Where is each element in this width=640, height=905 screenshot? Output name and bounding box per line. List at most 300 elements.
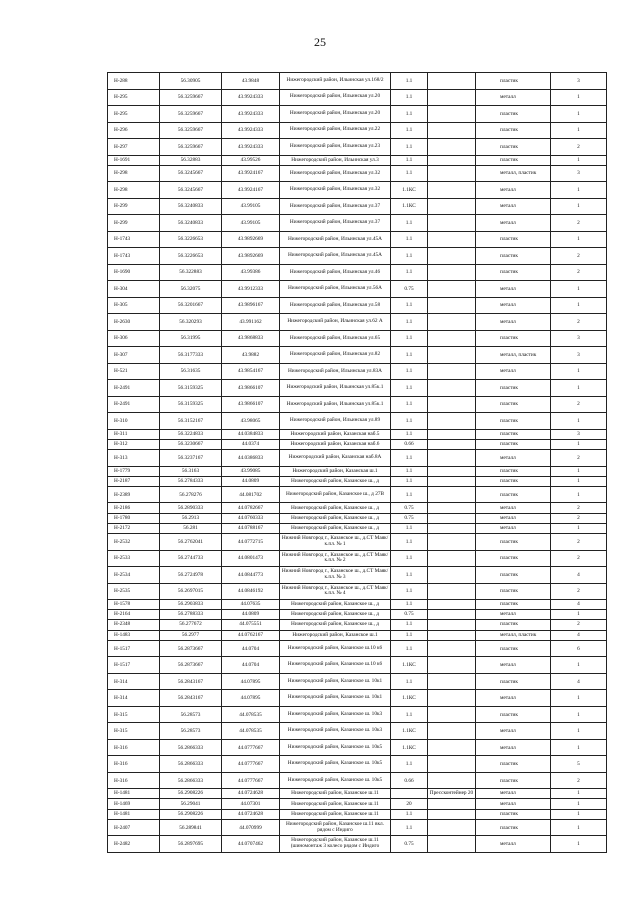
latitude-cell: 56.3245667: [160, 182, 222, 199]
container-type-cell: [428, 347, 476, 364]
container-count-cell: 2: [551, 772, 607, 789]
longitude-cell: 43.9924333: [222, 106, 280, 123]
address-cell: Нижний Новгород г., Казанское ш., д.СТ Маяк/к.пл. № 3: [280, 567, 391, 584]
container-volume-cell: 1.1: [391, 155, 428, 165]
longitude-cell: 43.9854167: [222, 363, 280, 380]
container-type-cell: [428, 165, 476, 182]
address-cell: Нижегородский район, Казанское ш. 10к5: [280, 756, 391, 773]
material-cell: пластик: [476, 264, 551, 281]
table-row: [108, 673, 607, 690]
address-cell: Нижегородский район, Ильинская ул.89: [280, 413, 391, 430]
container-type-cell: [428, 281, 476, 298]
address-cell: Нижегородский район, Казанская наб.5: [280, 429, 391, 439]
address-cell: Нижегородский район, Ильинская ул.45А: [280, 248, 391, 265]
material-cell: металл: [476, 523, 551, 533]
latitude-cell: 56.2908226: [160, 809, 222, 819]
latitude-cell: 56.2977: [160, 630, 222, 640]
address-cell: Нижегородский район, Казанское ш. 10к1: [280, 673, 391, 690]
container-type-cell: [428, 567, 476, 584]
site-id-cell: Н-310: [108, 413, 160, 430]
container-count-cell: 2: [551, 264, 607, 281]
address-cell: Нижегородский район, Казанское ш., д: [280, 513, 391, 523]
longitude-cell: 43.9866107: [222, 396, 280, 413]
material-cell: пластик: [476, 706, 551, 723]
container-count-cell: 1: [551, 799, 607, 809]
container-volume-cell: 1.1: [391, 706, 428, 723]
latitude-cell: 56.3230667: [160, 439, 222, 449]
material-cell: пластик: [476, 380, 551, 397]
latitude-cell: 56.3177333: [160, 347, 222, 364]
site-id-cell: Н-2172: [108, 523, 160, 533]
longitude-cell: 44.0384833: [222, 429, 280, 439]
table-row: [108, 723, 607, 740]
site-id-cell: Н-298: [108, 182, 160, 199]
table-row: [108, 550, 607, 567]
container-volume-cell: 1.1: [391, 264, 428, 281]
container-volume-cell: 1.1: [391, 476, 428, 486]
table-row: [108, 486, 607, 503]
table-row: [108, 439, 607, 449]
table-row: [108, 73, 607, 90]
site-id-cell: Н-314: [108, 690, 160, 707]
latitude-cell: 56.2762041: [160, 534, 222, 551]
material-cell: пластик: [476, 640, 551, 657]
table-row: [108, 106, 607, 123]
longitude-cell: 44.0760333: [222, 513, 280, 523]
container-volume-cell: 1.1: [391, 523, 428, 533]
table-row: [108, 809, 607, 819]
longitude-cell: 44.0374: [222, 439, 280, 449]
container-volume-cell: 0.75: [391, 281, 428, 298]
table-row: [108, 513, 607, 523]
site-id-cell: Н-2348: [108, 620, 160, 630]
address-cell: Нижегородский район, Ильинская ул.85к.1: [280, 380, 391, 397]
site-id-cell: Н-2532: [108, 534, 160, 551]
latitude-cell: 56.278276: [160, 486, 222, 503]
site-id-cell: Н-297: [108, 139, 160, 156]
latitude-cell: 56.3159325: [160, 396, 222, 413]
longitude-cell: 44.07301: [222, 799, 280, 809]
container-count-cell: 2: [551, 248, 607, 265]
container-volume-cell: 1.1: [391, 122, 428, 139]
latitude-cell: 56.2866333: [160, 756, 222, 773]
container-type-cell: [428, 396, 476, 413]
latitude-cell: 56.2843167: [160, 690, 222, 707]
container-type-cell: [428, 363, 476, 380]
material-cell: металл: [476, 450, 551, 467]
site-id-cell: Н-2630: [108, 314, 160, 331]
material-cell: пластик: [476, 809, 551, 819]
address-cell: Нижегородский район, Казанское ш. 10к5: [280, 772, 391, 789]
container-volume-cell: 1.1КС: [391, 198, 428, 215]
address-cell: Нижегородский район, Казанская наб.6: [280, 439, 391, 449]
container-count-cell: 1: [551, 819, 607, 836]
container-type-cell: [428, 155, 476, 165]
material-cell: пластик: [476, 756, 551, 773]
site-id-cell: Н-305: [108, 297, 160, 314]
container-type-cell: [428, 706, 476, 723]
table-row: [108, 264, 607, 281]
site-id-cell: Н-1743: [108, 248, 160, 265]
material-cell: пластик: [476, 534, 551, 551]
site-id-cell: Н-316: [108, 772, 160, 789]
container-type-cell: [428, 534, 476, 551]
site-id-cell: Н-295: [108, 106, 160, 123]
material-cell: пластик: [476, 122, 551, 139]
latitude-cell: 56.3226653: [160, 248, 222, 265]
site-id-cell: Н-1481: [108, 809, 160, 819]
latitude-cell: 56.2788333: [160, 610, 222, 620]
table-row: [108, 600, 607, 610]
material-cell: пластик: [476, 429, 551, 439]
latitude-cell: 56.31635: [160, 363, 222, 380]
table-row: [108, 139, 607, 156]
site-id-cell: Н-298: [108, 165, 160, 182]
container-volume-cell: 1.1: [391, 314, 428, 331]
address-cell: Нижегородский район, Казанское ш., д: [280, 610, 391, 620]
address-cell: Нижегородский район, Ильинская ул.85к.1: [280, 396, 391, 413]
container-volume-cell: 0.75: [391, 503, 428, 513]
latitude-cell: 56.32883: [160, 155, 222, 165]
table-row: [108, 314, 607, 331]
address-cell: Нижегородский район, Казанское ш. 10к3: [280, 723, 391, 740]
container-count-cell: 1: [551, 363, 607, 380]
container-volume-cell: 1.1: [391, 534, 428, 551]
address-cell: Нижегородский район, Казанская наб.8А: [280, 450, 391, 467]
site-id-cell: Н-2534: [108, 567, 160, 584]
site-id-cell: Н-316: [108, 739, 160, 756]
container-count-cell: 2: [551, 215, 607, 232]
container-type-cell: [428, 690, 476, 707]
table-row: [108, 503, 607, 513]
longitude-cell: 44.0707462: [222, 836, 280, 853]
latitude-cell: 56.2866333: [160, 739, 222, 756]
container-type-cell: [428, 314, 476, 331]
longitude-cell: 44.0782667: [222, 503, 280, 513]
material-cell: пластик: [476, 248, 551, 265]
container-count-cell: 1: [551, 523, 607, 533]
container-volume-cell: 1.1: [391, 73, 428, 90]
container-volume-cell: 1.1КС: [391, 739, 428, 756]
address-cell: Нижегородский район, Ильинская ул.58: [280, 297, 391, 314]
material-cell: пластик: [476, 550, 551, 567]
site-id-cell: Н-1517: [108, 657, 160, 674]
material-cell: пластик: [476, 567, 551, 584]
longitude-cell: 43.99105: [222, 215, 280, 232]
container-count-cell: 2: [551, 314, 607, 331]
latitude-cell: 56.30905: [160, 73, 222, 90]
latitude-cell: 56.3159325: [160, 380, 222, 397]
table-row: [108, 182, 607, 199]
latitude-cell: 56.2873667: [160, 657, 222, 674]
container-volume-cell: 1.1: [391, 106, 428, 123]
table-row: [108, 89, 607, 106]
longitude-cell: 44.0809: [222, 610, 280, 620]
material-cell: пластик: [476, 476, 551, 486]
site-id-cell: Н-1779: [108, 466, 160, 476]
material-cell: металл, пластик: [476, 347, 551, 364]
container-type-cell: [428, 248, 476, 265]
address-cell: Нижегородский район, Ильинская ул.168/2: [280, 73, 391, 90]
material-cell: металл, пластик: [476, 630, 551, 640]
longitude-cell: 44.075551: [222, 620, 280, 630]
address-cell: Нижегородский район, Казанская ш.1: [280, 466, 391, 476]
container-volume-cell: 1.1: [391, 450, 428, 467]
container-count-cell: 1: [551, 89, 607, 106]
container-count-cell: 2: [551, 620, 607, 630]
latitude-cell: 56.28573: [160, 723, 222, 740]
site-id-cell: Н-2533: [108, 550, 160, 567]
site-id-cell: Н-1691: [108, 155, 160, 165]
container-count-cell: 2: [551, 583, 607, 600]
table-row: [108, 772, 607, 789]
site-id-cell: Н-2407: [108, 819, 160, 836]
longitude-cell: 43.9892669: [222, 231, 280, 248]
site-id-cell: Н-1469: [108, 799, 160, 809]
table-row: [108, 640, 607, 657]
container-type-cell: [428, 297, 476, 314]
table-row: [108, 799, 607, 809]
longitude-cell: 43.9924167: [222, 182, 280, 199]
container-type-cell: [428, 809, 476, 819]
container-volume-cell: 1.1: [391, 620, 428, 630]
container-count-cell: 1: [551, 182, 607, 199]
material-cell: пластик: [476, 600, 551, 610]
material-cell: пластик: [476, 819, 551, 836]
latitude-cell: 56.3259667: [160, 89, 222, 106]
container-volume-cell: 20: [391, 799, 428, 809]
container-type-cell: Прессконтейнер 20: [428, 789, 476, 799]
address-cell: Нижегородский район, Казанское ш., д: [280, 523, 391, 533]
container-count-cell: 1: [551, 836, 607, 853]
longitude-cell: 44.0762167: [222, 630, 280, 640]
container-volume-cell: 1.1: [391, 819, 428, 836]
longitude-cell: 44.0809: [222, 476, 280, 486]
container-count-cell: 1: [551, 466, 607, 476]
latitude-cell: 56.3240833: [160, 198, 222, 215]
address-cell: Нижегородский район, Казанское ш., д: [280, 600, 391, 610]
latitude-cell: 56.3237167: [160, 450, 222, 467]
table-row: [108, 122, 607, 139]
container-type-cell: [428, 583, 476, 600]
address-cell: Нижегородский район, Ильинская ул.3: [280, 155, 391, 165]
table-row: [108, 739, 607, 756]
table-row: [108, 620, 607, 630]
address-cell: Нижегородский район, Ильинская ул.45А: [280, 231, 391, 248]
table-row: [108, 330, 607, 347]
material-cell: металл: [476, 799, 551, 809]
container-count-cell: 2: [551, 550, 607, 567]
material-cell: пластик: [476, 439, 551, 449]
longitude-cell: 44.0777667: [222, 772, 280, 789]
longitude-cell: 44.0724628: [222, 809, 280, 819]
latitude-cell: 56.2784333: [160, 476, 222, 486]
container-count-cell: 1: [551, 439, 607, 449]
material-cell: металл: [476, 513, 551, 523]
container-type-cell: [428, 413, 476, 430]
site-id-cell: Н-296: [108, 122, 160, 139]
address-cell: Нижегородский район, Казанское ш. 10к3: [280, 706, 391, 723]
container-type-cell: [428, 503, 476, 513]
material-cell: металл: [476, 182, 551, 199]
material-cell: пластик: [476, 466, 551, 476]
longitude-cell: 44.0777667: [222, 739, 280, 756]
container-type-cell: [428, 620, 476, 630]
longitude-cell: 43.9882: [222, 347, 280, 364]
container-type-cell: [428, 486, 476, 503]
address-cell: Нижегородский район, Ильинская ул.20: [280, 89, 391, 106]
container-count-cell: 1: [551, 789, 607, 799]
longitude-cell: 43.99386: [222, 264, 280, 281]
container-type-cell: [428, 231, 476, 248]
container-volume-cell: 1.1: [391, 248, 428, 265]
material-cell: пластик: [476, 583, 551, 600]
latitude-cell: 56.29041: [160, 799, 222, 809]
latitude-cell: 56.3240833: [160, 215, 222, 232]
container-volume-cell: 1.1: [391, 165, 428, 182]
container-volume-cell: [391, 789, 428, 799]
container-count-cell: 1: [551, 706, 607, 723]
container-volume-cell: 0.66: [391, 772, 428, 789]
site-id-cell: Н-307: [108, 347, 160, 364]
site-id-cell: Н-1780: [108, 513, 160, 523]
site-id-cell: Н-313: [108, 450, 160, 467]
container-type-cell: [428, 89, 476, 106]
latitude-cell: 56.31995: [160, 330, 222, 347]
table-row: [108, 836, 607, 853]
container-type-cell: [428, 513, 476, 523]
latitude-cell: 56.2903833: [160, 600, 222, 610]
container-type-cell: [428, 198, 476, 215]
longitude-cell: 43.9924333: [222, 89, 280, 106]
address-cell: Нижегородский район, Ильинская ул.37: [280, 198, 391, 215]
container-volume-cell: 0.66: [391, 439, 428, 449]
site-id-cell: Н-311: [108, 429, 160, 439]
longitude-cell: 44.0846192: [222, 583, 280, 600]
latitude-cell: 56.3259667: [160, 106, 222, 123]
address-cell: Нижегородский район, Ильинская ул.83А: [280, 363, 391, 380]
table-row: [108, 610, 607, 620]
site-id-cell: Н-2482: [108, 836, 160, 853]
site-id-cell: Н-306: [108, 330, 160, 347]
container-count-cell: 4: [551, 630, 607, 640]
table-row: [108, 347, 607, 364]
address-cell: Нижний Новгород г., Казанское ш., д.СТ Маяк/к.пл. № 2: [280, 550, 391, 567]
container-count-cell: 3: [551, 165, 607, 182]
address-cell: Нижегородский район, Ильинская ул.46: [280, 264, 391, 281]
container-type-cell: [428, 330, 476, 347]
container-volume-cell: 1.1: [391, 600, 428, 610]
longitude-cell: 44.078535: [222, 706, 280, 723]
longitude-cell: 43.99105: [222, 198, 280, 215]
container-type-cell: [428, 772, 476, 789]
material-cell: металл: [476, 314, 551, 331]
latitude-cell: 56.281: [160, 523, 222, 533]
latitude-cell: 56.2908226: [160, 789, 222, 799]
table-row: [108, 657, 607, 674]
container-type-cell: [428, 657, 476, 674]
container-count-cell: 1: [551, 476, 607, 486]
table-row: [108, 413, 607, 430]
container-count-cell: 1: [551, 106, 607, 123]
table-row: [108, 583, 607, 600]
container-count-cell: 1: [551, 155, 607, 165]
table-row: [108, 215, 607, 232]
container-type-cell: [428, 264, 476, 281]
table-row: [108, 534, 607, 551]
address-cell: Нижегородский район, Казанское ш.11: [280, 789, 391, 799]
container-type-cell: [428, 182, 476, 199]
longitude-cell: 44.0788167: [222, 523, 280, 533]
site-id-cell: Н-2491: [108, 396, 160, 413]
container-volume-cell: 1.1: [391, 139, 428, 156]
longitude-cell: 44.070999: [222, 819, 280, 836]
address-cell: Нижегородский район, Казанское ш., д: [280, 503, 391, 513]
container-count-cell: 4: [551, 673, 607, 690]
table-row: [108, 198, 607, 215]
material-cell: металл: [476, 503, 551, 513]
latitude-cell: 56.2913: [160, 513, 222, 523]
container-volume-cell: 1.1: [391, 363, 428, 380]
table-row: [108, 630, 607, 640]
container-count-cell: 2: [551, 534, 607, 551]
site-id-cell: Н-2491: [108, 380, 160, 397]
longitude-cell: 44.0704: [222, 640, 280, 657]
latitude-cell: 56.2697015: [160, 583, 222, 600]
address-cell: Нижегородский район, Ильинская ул.32: [280, 165, 391, 182]
container-type-cell: [428, 550, 476, 567]
table-row: [108, 231, 607, 248]
site-id-cell: Н-1481: [108, 789, 160, 799]
container-count-cell: 1: [551, 690, 607, 707]
material-cell: металл: [476, 198, 551, 215]
site-id-cell: Н-2164: [108, 610, 160, 620]
container-count-cell: 1: [551, 413, 607, 430]
container-count-cell: 2: [551, 450, 607, 467]
container-count-cell: 2: [551, 396, 607, 413]
material-cell: пластик: [476, 396, 551, 413]
table-row: [108, 706, 607, 723]
material-cell: пластик: [476, 486, 551, 503]
latitude-cell: 56.28573: [160, 706, 222, 723]
container-volume-cell: 1.1: [391, 347, 428, 364]
container-type-cell: [428, 673, 476, 690]
table-row: [108, 690, 607, 707]
latitude-cell: 56.2724978: [160, 567, 222, 584]
site-id-cell: Н-304: [108, 281, 160, 298]
table-row: [108, 789, 607, 799]
container-count-cell: 6: [551, 640, 607, 657]
table-row: [108, 363, 607, 380]
longitude-cell: 44.0772715: [222, 534, 280, 551]
address-cell: Нижегородский район, Казанское ш. 10к1: [280, 690, 391, 707]
container-volume-cell: 1.1: [391, 231, 428, 248]
site-id-cell: Н-299: [108, 198, 160, 215]
site-id-cell: Н-2535: [108, 583, 160, 600]
latitude-cell: 56.277672: [160, 620, 222, 630]
latitude-cell: 56.3224833: [160, 429, 222, 439]
container-count-cell: 1: [551, 486, 607, 503]
material-cell: пластик: [476, 772, 551, 789]
container-type-cell: [428, 139, 476, 156]
container-volume-cell: 1.1: [391, 215, 428, 232]
longitude-cell: 43.9924333: [222, 139, 280, 156]
latitude-cell: 56.2873667: [160, 640, 222, 657]
container-volume-cell: 0.75: [391, 513, 428, 523]
container-count-cell: 1: [551, 610, 607, 620]
material-cell: пластик: [476, 106, 551, 123]
longitude-cell: 44.081702: [222, 486, 280, 503]
